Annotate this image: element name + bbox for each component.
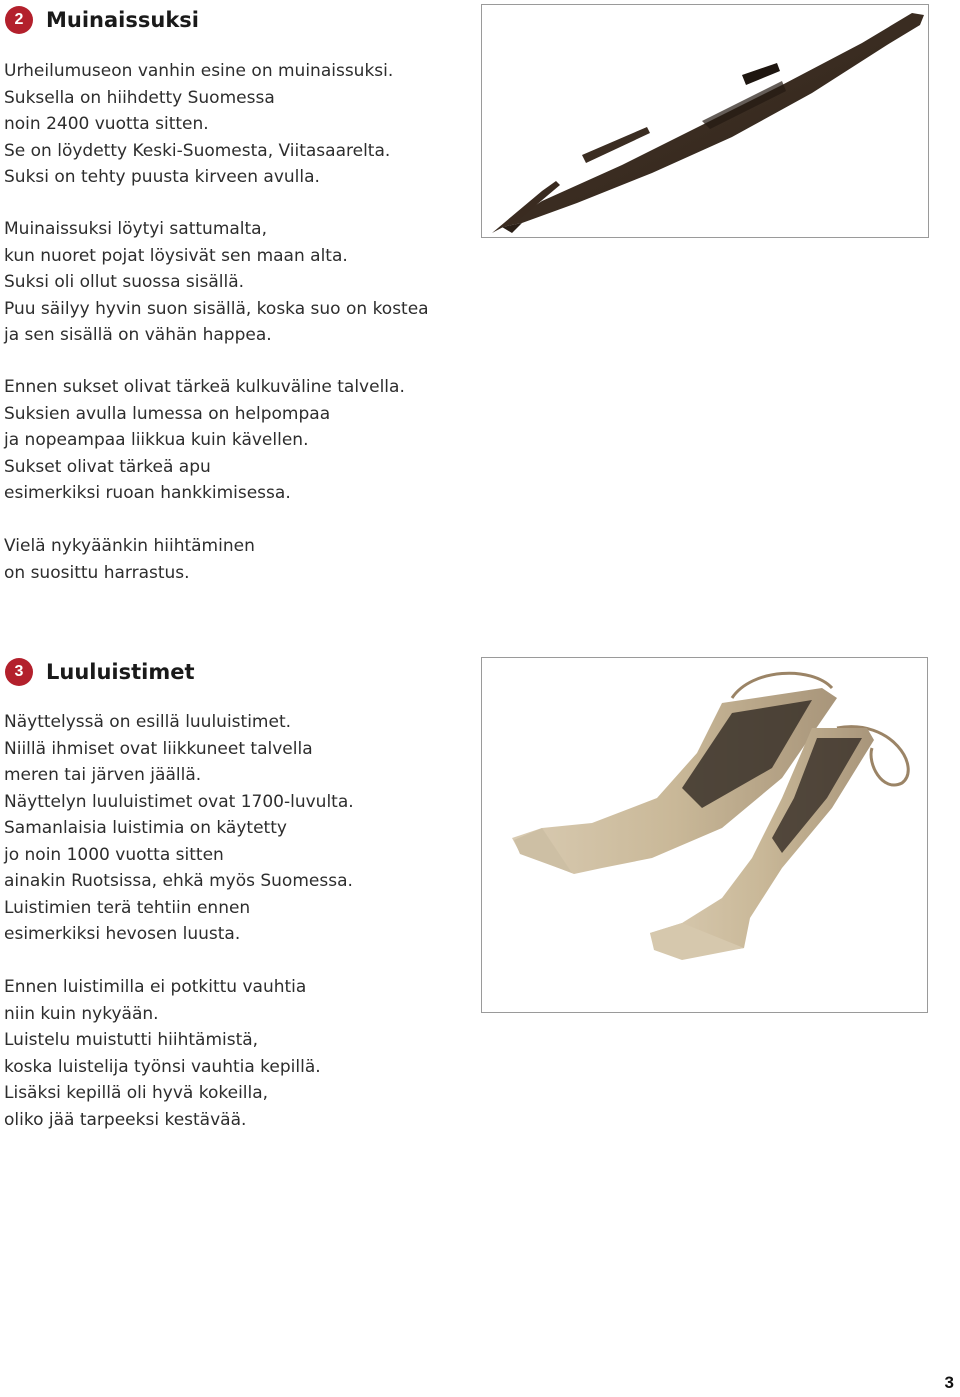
ancient-ski-photo	[481, 4, 929, 238]
section-heading-luuluistimet	[5, 658, 195, 686]
text-line: esimerkiksi hevosen luusta.	[4, 924, 241, 944]
section-number-badge: 2	[5, 6, 33, 34]
text-line: Se on löydetty Keski-Suomesta, Viitasaarelta.	[4, 140, 391, 161]
section-heading-muinaissuksi	[5, 6, 199, 34]
text-line: esimerkiksi ruoan hankkimisessa.	[4, 483, 291, 503]
text-line: jo noin 1000 vuotta sitten	[4, 844, 224, 865]
text-line: ja nopeampaa liikkua kuin kävellen.	[4, 430, 309, 450]
text-line: Vielä nykyäänkin hiihtäminen	[4, 536, 255, 556]
text-line: Suksien avulla lumessa on helpompaa	[4, 403, 331, 424]
text-line: Ennen luistimilla ei potkittu vauhtia	[4, 977, 307, 997]
text-line: Suksi oli ollut suossa sisällä.	[4, 272, 245, 292]
text-line: Näyttelyn luuluistimet ovat 1700-luvulta.	[4, 791, 354, 812]
text-line: ja sen sisällä on vähän happea.	[4, 325, 272, 345]
text-line: Luistimien terä tehtiin ennen	[4, 897, 251, 918]
section-number-badge: 3	[5, 658, 33, 686]
text-line: Suksella on hiihdetty Suomessa	[4, 87, 275, 108]
text-line: on suosittu harrastus.	[4, 562, 190, 583]
text-line: Suksi on tehty puusta kirveen avulla.	[4, 167, 320, 187]
text-line: oliko jää tarpeeksi kestävää.	[4, 1109, 247, 1130]
paragraph	[4, 709, 354, 948]
text-line: kun nuoret pojat löysivät sen maan alta.	[4, 245, 348, 266]
paragraph	[4, 58, 393, 191]
paragraph	[4, 533, 255, 586]
text-line: meren tai järven jäällä.	[4, 765, 202, 785]
bone-skates-illustration	[482, 658, 927, 1012]
text-line: Niillä ihmiset ovat liikkuneet talvella	[4, 738, 313, 759]
text-line: Sukset olivat tärkeä apu	[4, 456, 211, 477]
text-line: Ennen sukset olivat tärkeä kulkuväline talvella.	[4, 377, 405, 397]
ancient-ski-illustration	[482, 5, 928, 237]
text-line: Puu säilyy hyvin suon sisällä, koska suo on kostea	[4, 298, 429, 319]
paragraph	[4, 974, 321, 1133]
text-line: noin 2400 vuotta sitten.	[4, 114, 209, 134]
text-line: Urheilumuseon vanhin esine on muinaissuksi.	[4, 61, 394, 81]
text-line: Näyttelyssä on esillä luuluistimet.	[4, 712, 292, 732]
text-line: niin kuin nykyään.	[4, 1003, 159, 1024]
page-number: 3	[944, 1373, 954, 1392]
paragraph	[4, 216, 429, 349]
text-line: koska luistelija työnsi vauhtia kepillä.	[4, 1056, 321, 1077]
section-title: Muinaissuksi	[46, 8, 199, 32]
bone-skates-photo	[481, 657, 928, 1013]
text-line: ainakin Ruotsissa, ehkä myös Suomessa.	[4, 871, 353, 891]
text-line: Luistelu muistutti hiihtämistä,	[4, 1030, 259, 1050]
paragraph	[4, 374, 405, 507]
text-line: Samanlaisia luistimia on käytetty	[4, 818, 287, 838]
text-line: Muinaissuksi löytyi sattumalta,	[4, 219, 268, 239]
text-line: Lisäksi kepillä oli hyvä kokeilla,	[4, 1083, 269, 1103]
section-title: Luuluistimet	[46, 660, 195, 684]
